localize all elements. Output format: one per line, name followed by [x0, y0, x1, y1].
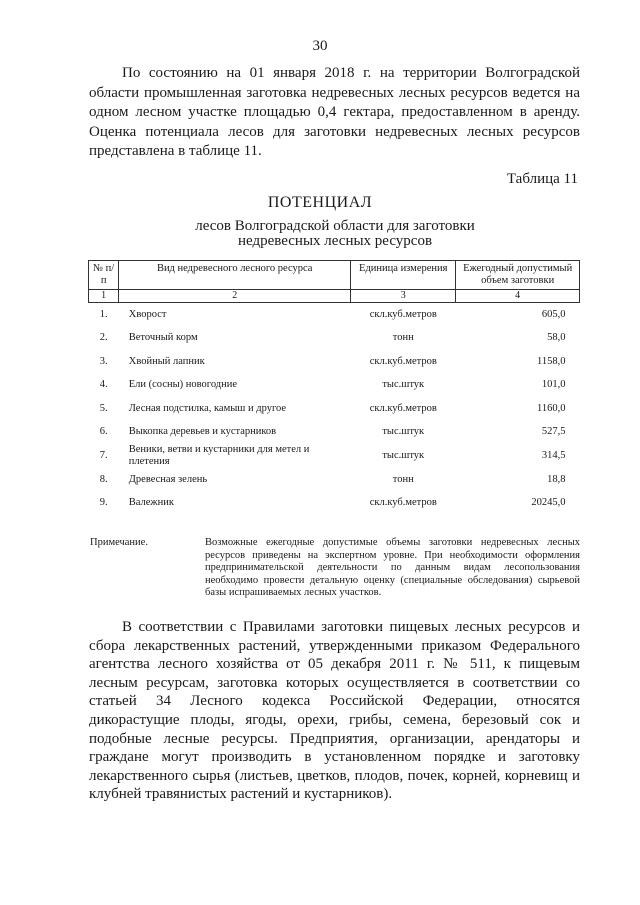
resource-unit: тонн	[392, 332, 414, 344]
row-number: 2.	[99, 332, 108, 344]
note-text: Возможные ежегодные допустимые объемы заготовки недревесных лесных ресурсов приведены на экспертном уровне. При необходимости оформления предпринимательской деятельности по данным видам лесопользования необходимо провести детальную оценку (специальные обследования) сырьевой базы испрашиваемых лесных участков.	[205, 537, 580, 598]
resource-volume: 527,5	[541, 426, 566, 438]
column-number: 2	[119, 290, 351, 303]
row-number: 3.	[99, 355, 108, 367]
resource-volume: 1158,0	[537, 355, 566, 367]
final-paragraph: В соответствии с Правилами заготовки пищевых лесных ресурсов и сбора лекарственных растений, утвержденными приказом Федерального агентства лесного хозяйства от 05 декабря 2011 г. № 511, к пищевым лесным ресурсам, заготовка которых осуществляется в соответствии со статьей 34 Лесного кодекса Российской Федерации, относятся дикорастущие плоды, ягоды, орехи, грибы, семена, березовый сок и подобные лесные ресурсы. Предприятия, организации, арендаторы и граждане могут производить в установленном порядке и заготовку лекарственного сырья (листьев, цветков, плодов, почек, корней, корневищ и клубней травянистых растений и кустарников).	[89, 619, 580, 803]
resource-volume: 314,5	[541, 450, 566, 461]
table-row	[89, 468, 580, 492]
resource-unit: тыс.штук	[382, 450, 425, 461]
table-row	[89, 327, 580, 351]
header-resource-type: Вид недревесного лесного ресурса	[119, 261, 351, 290]
resource-unit: тыс.штук	[382, 426, 425, 438]
row-number: 1.	[99, 308, 108, 320]
column-number: 1	[89, 290, 119, 303]
note-label: Примечание.	[90, 537, 148, 548]
resource-name: Древесная зелень	[128, 473, 208, 485]
table-subtitle: лесов Волгоградской области для заготовки недревесных лесных ресурсов	[195, 218, 475, 249]
resource-volume: 20245,0	[531, 497, 566, 509]
row-number: 4.	[99, 379, 108, 391]
resource-name: Хворост	[128, 308, 167, 320]
row-number: 7.	[99, 450, 108, 461]
resource-name: Ели (сосны) новогодние	[128, 379, 238, 391]
row-number: 8.	[99, 473, 108, 485]
resource-name: Хвойный лапник	[128, 355, 205, 367]
header-unit: Единица измерения	[351, 261, 456, 290]
resource-name: Выкопка деревьев и кустарников	[128, 426, 277, 438]
table-row	[89, 492, 580, 516]
column-number-row	[89, 290, 580, 303]
table-row	[89, 421, 580, 445]
resource-unit: скл.куб.метров	[369, 355, 437, 367]
column-number: 4	[456, 290, 580, 303]
resource-unit: тыс.штук	[382, 379, 425, 391]
resource-name: Валежник	[128, 497, 175, 509]
resource-name: Лесная подстилка, камыш и другое	[128, 402, 287, 414]
resource-name: Веники, ветви и кустарники для метел и плетения	[128, 444, 310, 467]
table-title: ПОТЕНЦИАЛ	[267, 194, 373, 211]
column-number: 3	[351, 290, 456, 303]
resource-unit: скл.куб.метров	[369, 402, 437, 414]
table-row	[89, 374, 580, 398]
table-row	[89, 444, 580, 468]
resource-volume: 101,0	[541, 379, 566, 391]
resource-volume: 1160,0	[537, 402, 566, 414]
table-label: Таблица 11	[506, 171, 578, 187]
page-number: 30	[312, 38, 328, 54]
row-number: 9.	[99, 497, 108, 509]
resource-name: Веточный корм	[128, 332, 198, 344]
table-row	[89, 303, 580, 327]
row-number: 6.	[99, 426, 108, 438]
table-header-row	[89, 261, 580, 290]
row-number: 5.	[99, 402, 108, 414]
resource-volume: 18,8	[547, 473, 566, 485]
resource-unit: скл.куб.метров	[369, 308, 437, 320]
resources-table	[88, 260, 580, 515]
resource-unit: скл.куб.метров	[369, 497, 437, 509]
intro-paragraph: По состоянию на 01 января 2018 г. на территории Волгоградской области промышленная заготовка недревесных лесных ресурсов ведется на одном лесном участке площадью 0,4 гектара, предоставленном в аренду. Оценка потенциала лесов для заготовки недревесных лесных ресурсов представлена в таблице 11.	[89, 65, 580, 159]
table-row	[89, 397, 580, 421]
header-number: № п/п	[89, 261, 119, 290]
resource-unit: тонн	[392, 473, 414, 485]
resource-volume: 58,0	[547, 332, 566, 344]
header-volume: Ежегодный допустимый объем заготовки	[456, 261, 580, 290]
table-row	[89, 350, 580, 374]
resource-volume: 605,0	[541, 308, 566, 320]
